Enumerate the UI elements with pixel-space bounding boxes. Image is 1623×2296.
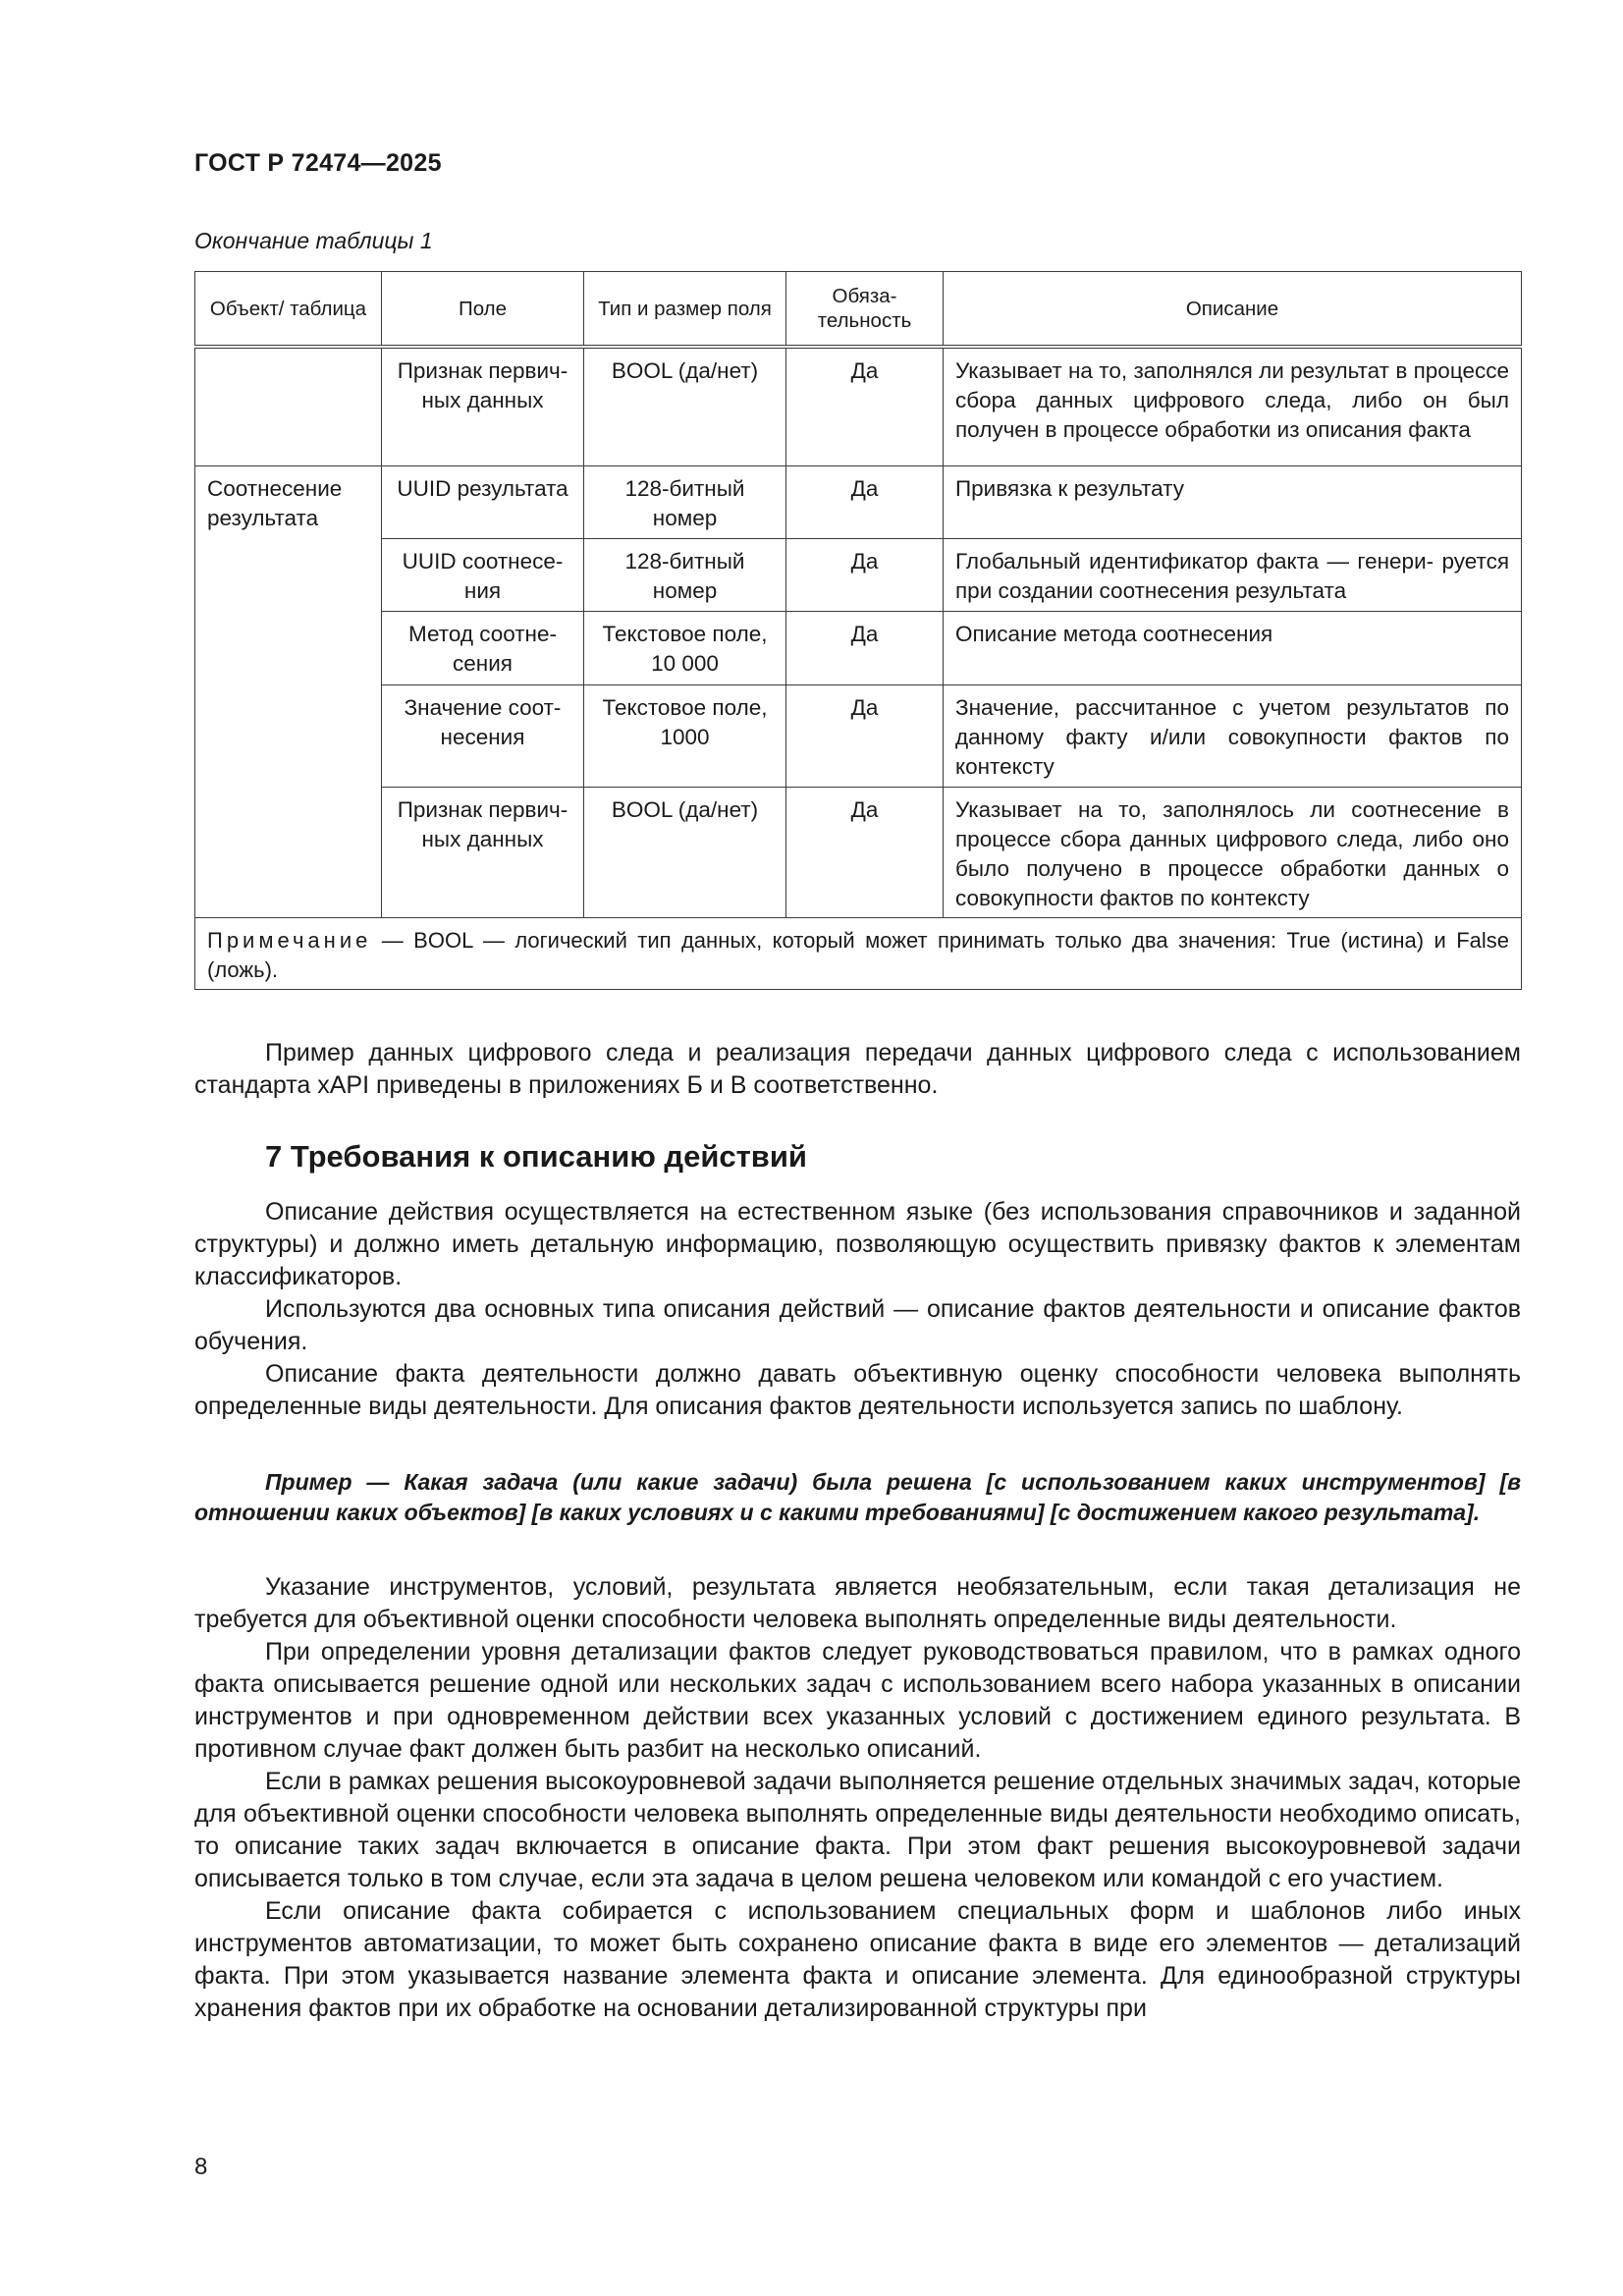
after-table-text <box>194 1037 1521 1102</box>
spec-table <box>194 271 1522 990</box>
document-code: ГОСТ Р 72474—2025 <box>194 149 442 177</box>
table-header-row <box>195 272 1522 348</box>
type-cell: Текстовое поле, 10 000 <box>584 611 786 684</box>
paragraph: При определении уровня детализации фактов следует руководствоваться правилом, что в рамках одного факта описывается решение одной или нескольких задач с использованием всего набора указанных в описании инструментов и при одновременном действии всех указанных условий с достижением единого результата. В противном случае факт должен быть разбит на несколько описаний. <box>194 1638 1521 1763</box>
description-cell: Указывает на то, заполнялся ли результат в процессе сбора данных цифрового следа, либо он был получен в процессе обработки из описания факта <box>944 347 1522 465</box>
field-cell: UUID соотнесе- ния <box>382 538 584 611</box>
required-cell: Да <box>786 347 944 465</box>
table-note <box>195 917 1522 989</box>
column-header-type: Тип и размер поля <box>584 272 786 348</box>
section-intro <box>194 1196 1521 1423</box>
column-header-object: Объект/ таблица <box>195 272 382 348</box>
type-cell: Текстовое поле, 1000 <box>584 684 786 787</box>
type-cell: BOOL (да/нет) <box>584 347 786 465</box>
table-row <box>195 347 1522 465</box>
field-cell: Признак первич- ных данных <box>382 347 584 465</box>
table-row <box>195 538 1522 611</box>
paragraph: Если описание факта собирается с использованием специальных форм и шаблонов либо иных инструментов автоматизации, то может быть сохранено описание факта в виде его элементов — детализаций факта. При этом указывается название элемента факта и описание элемента. Для единообразной структуры хранения фактов при их обработке на основании детализированной структуры при <box>194 1897 1521 2022</box>
section-body <box>194 1571 1521 2025</box>
section-title: 7 Требования к описанию действий <box>265 1139 807 1174</box>
description-cell: Указывает на то, заполнялось ли соотнесение в процессе сбора данных цифрового следа, либо оно было получено в процессе обработки данных о совокупности фактов по контексту <box>944 787 1522 917</box>
table-row <box>195 684 1522 787</box>
note-label: Примечание <box>207 927 372 953</box>
type-cell: BOOL (да/нет) <box>584 787 786 917</box>
object-cell: Соотнесение результата <box>195 465 382 917</box>
table-row <box>195 787 1522 917</box>
description-cell: Привязка к результату <box>944 465 1522 538</box>
paragraph: Если в рамках решения высокоуровневой задачи выполняется решение отдельных значимых задач, которые для объективной оценки способности человека выполнять определенные виды деятельности необходимо описать, то описание таких задач включается в описание факта. При этом факт решения высокоуровневой задачи описывается только в том случае, если эта задача в целом решена человеком или командой с его участием. <box>194 1768 1521 1892</box>
paragraph: Описание действия осуществляется на естественном языке (без использования справочников и заданной структуры) и должно иметь детальную информацию, позволяющую осуществить привязку фактов к элементам классификаторов. <box>194 1198 1521 1290</box>
paragraph: Описание факта деятельности должно давать объективную оценку способности человека выполнять определенные виды деятельности. Для описания фактов деятельности используется запись по шаблону. <box>194 1360 1521 1420</box>
field-cell: UUID результата <box>382 465 584 538</box>
example-block: Пример — Какая задача (или какие задачи) была решена [с использованием каких инструментов] [в отношении каких объектов] [в каких условиях и с какими требованиями] [с достижением какого результата]. <box>194 1469 1521 1525</box>
object-cell <box>195 347 382 465</box>
column-header-description: Описание <box>944 272 1522 348</box>
required-cell: Да <box>786 787 944 917</box>
required-cell: Да <box>786 538 944 611</box>
description-cell: Описание метода соотнесения <box>944 611 1522 684</box>
table-note-row <box>195 917 1522 989</box>
paragraph: Указание инструментов, условий, результата является необязательным, если такая детализация не требуется для объективной оценки способности человека выполнять определенные виды деятельности. <box>194 1573 1521 1633</box>
field-cell: Значение соот- несения <box>382 684 584 787</box>
field-cell: Признак первич- ных данных <box>382 787 584 917</box>
page-number: 8 <box>194 2154 208 2180</box>
type-cell: 128-битный номер <box>584 538 786 611</box>
note-text: — BOOL — логический тип данных, который может принимать только два значения: True (истина) и False (ложь). <box>207 927 1509 982</box>
paragraph: Используются два основных типа описания действий — описание фактов деятельности и описание фактов обучения. <box>194 1295 1521 1355</box>
table-row <box>195 611 1522 684</box>
table-caption: Окончание таблицы 1 <box>194 228 433 253</box>
paragraph: Пример данных цифрового следа и реализация передачи данных цифрового следа с использованием стандарта xAPI приведены в приложениях Б и В соответственно. <box>194 1039 1521 1099</box>
description-cell: Значение, рассчитанное с учетом результатов по данному факту и/или совокупности фактов по контексту <box>944 684 1522 787</box>
required-cell: Да <box>786 611 944 684</box>
required-cell: Да <box>786 465 944 538</box>
table-row <box>195 465 1522 538</box>
description-cell: Глобальный идентификатор факта — генери- руется при создании соотнесения результата <box>944 538 1522 611</box>
column-header-required: Обяза- тельность <box>786 272 944 348</box>
field-cell: Метод соотне- сения <box>382 611 584 684</box>
type-cell: 128-битный номер <box>584 465 786 538</box>
required-cell: Да <box>786 684 944 787</box>
column-header-field: Поле <box>382 272 584 348</box>
